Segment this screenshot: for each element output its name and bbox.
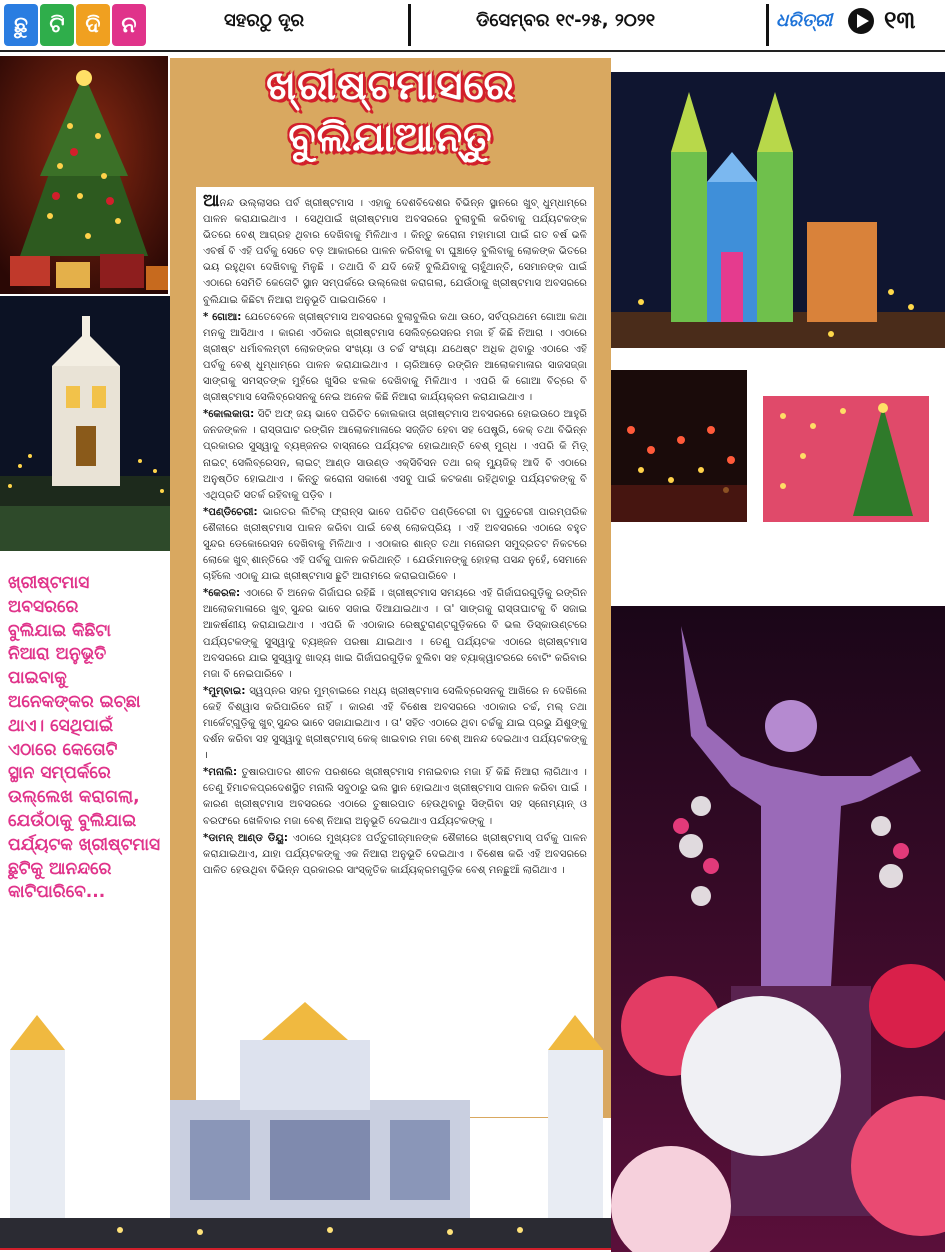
- quote-line: ଅନେକଙ୍କର ଇଚ୍ଛା: [8, 691, 141, 712]
- headline: [178, 60, 603, 164]
- page-number: ୧୩: [884, 6, 916, 34]
- section-heading: *କୋଲକାତା:: [203, 409, 255, 421]
- christmas-tree-photo: [0, 56, 168, 294]
- issue-date: ଡିସେମ୍ବର ୧୯-୨୫, ୨୦୨୧: [476, 10, 656, 31]
- section-heading: *ମୁମ୍ବାଇ:: [203, 685, 246, 697]
- article-section: [203, 765, 587, 829]
- quote-line: ପାଇବାକୁ: [8, 668, 67, 689]
- quote-line: ଛୁଟିକୁ ଆନନ୍ଦରେ: [8, 858, 112, 879]
- section-heading: * ଗୋଆ:: [203, 311, 242, 323]
- logo-letter: ଟି: [40, 4, 74, 46]
- section-text: ଭାରତର ଲିଟିଲ୍ ଫ୍ରାନ୍ସ ଭାବେ ପରିଚିତ ପଣ୍ଡିଚେରୀ ବା ପୁଡୁଚେରୀ ପାରମ୍ପରିକ ଶୈଳୀରେ ଖ୍ରୀଷ୍ଟମାସ ପାଳନ କରିବା ପାଇଁ ବେଶ୍ ଲୋକପ୍ରିୟ । ଏହି ଅବସରରେ ଏଠାରେ ବହୁତ ସୁନ୍ଦର ଡେକୋରେସନ ଦେଖିବାକୁ ମିଳିଥାଏ । ଏଠାକାର ଶାନ୍ତ ତଥା ମନୋରମ ସମୁଦ୍ରତଟ ନିକଟରେ ଲୋକେ ଖୁବ୍ ଶାନ୍ତିରେ ଏହି ପର୍ବକୁ ପାଳନ କରିଥାନ୍ତି । ଯେଉଁମାନଙ୍କୁ ହୋହଲା ପସନ୍ଦ ନୁହେଁ, ସେମାନେ ଚାହିଁଲେ ଏଠାକୁ ଯାଇ ଖ୍ରୀଷ୍ଟମାସ ଛୁଟି ଆରାମରେ କରାଇପାରିବେ ।: [203, 506, 587, 583]
- article-section: [203, 586, 587, 683]
- illuminated-cathedral-photo: [611, 72, 945, 348]
- section-text: ଏଠାରେ ମୁଖ୍ୟତଃ ପର୍ତ୍ତୁଗୀଜ୍‌ମାନଙ୍କ ଶୈଳୀରେ ଖ୍ରୀଷ୍ଟମାସ୍ ପର୍ବକୁ ପାଳନ କରାଯାଇଥାଏ, ଯାହା ପର୍ଯ୍ୟଟକଙ୍କୁ ଏକ ନିଆରା ଅନୁଭୂତି ଦେଇଥାଏ । ବିଶେଷ କରି ଏହି ଅବସରରେ ପାଳିତ ହେଉଥିବା ବିଭିନ୍ନ ପ୍ରକାରର ସାଂସ୍କୃତିକ କାର୍ଯ୍ୟକ୍ରମଗୁଡ଼ିକ ବେଶ୍ ମନଛୁଆଁ ଲାଗିଥାଏ ।: [203, 832, 587, 876]
- quote-line: ପର୍ଯ୍ୟଟକ ଖ୍ରୀଷ୍ଟମାସ: [8, 834, 161, 855]
- section-text: ତୁଷାରପାତର ଶୀତଳ ପରଶରେ ଖ୍ରୀଷ୍ଟମାସ ମନାଇବାର ମଜା ହିଁ କିଛି ନିଆରା ଲାଗିଥାଏ । ତେଣୁ ହିମାଚଳପ୍ରଦେଶସ୍ଥିତ ମନାଲି ସବୁଠାରୁ ଭଲ ସ୍ଥାନ ହୋଇଥାଏ ଖ୍ରୀଷ୍ଟମାସ ପାଳନ କରିବା ପାଇଁ । କାରଣ ଖ୍ରୀଷ୍ଟମାସ ଅବସରରେ ଏଠାରେ ତୁଷାରପାତ ହେଉଥିବାରୁ ସିଙ୍ଗିବା ସହ ସ୍ନୋମ୍ୟାନ୍ ଓ ବରଫରେ ଖେଳିବାର ମଜା ବେଶ୍ ନିଆରା ଅନୁଭୂତି ଦେଇଥାଏ ପର୍ଯ୍ୟଟକଙ୍କୁ ।: [203, 767, 587, 827]
- section-text: ସିଟି ଅଫ୍ ଜୟ ଭାବେ ପରିଚିତ କୋଲକାତା ଖ୍ରୀଷ୍ଟମାସ ଅବସରରେ ହୋଇଉଠେ ଆହୁରି ଜନଜଙ୍କଳ । ରାସ୍ତାଘାଟ ରଙ୍ଗିନ ଆଲୋକମାଳାରେ ସଜ୍ଜିତ ହେବା ସହ ପେଷ୍ଟ୍ରି, କେକ୍ ତଥା ବିଭିନ୍ନ ପ୍ରକାରର ସୁସ୍ୱାଦୁ ବ୍ୟଞ୍ଜନର ବାସ୍ନାରେ ପର୍ଯ୍ୟଟକ ହୋଇଥାନ୍ତି ବେଶ୍ ମୁଗ୍ଧ । ଏପରି କି ମିଡ଼୍ ନାଇଟ୍ ସେଲିବ୍ରେସନ, ଲାଇଟ୍ ଆଣ୍ଡ ସାଉଣ୍ଡ ଏକ୍ସିବିସନ ତଥା ରକ୍ ମ୍ୟୁଜିକ୍ ଆଦି ବି ଏଠାରେ ଅନୁଷ୍ଠିତ ହୋଇଥାଏ । କିନ୍ତୁ କରୋନା ସକାଶେ ଏସବୁ ପାଇଁ କଟକଣା ରହିଥିବାରୁ ପର୍ଯ୍ୟଟକଙ୍କୁ ବି ଏଥିପ୍ରତି ସତର୍କ ରହିବାକୁ ପଡ଼ିବ ।: [203, 409, 587, 501]
- section-text: ଯେତେବେଳେ ଖ୍ରୀଷ୍ଟମାସ ଅବସରରେ ବୁଲାବୁଲିର କଥା ଉଠେ, ସର୍ବପ୍ରଥମେ ଗୋଆ କଥା ମନକୁ ଆସିଥାଏ । କାରଣ ଏଠିକାର ଖ୍ରୀଷ୍ଟମାସ ସେଲିବ୍ରେସନର ମଜା ହିଁ କିଛି ନିଆରା । ଏଠାରେ ଖ୍ରୀଷ୍ଟ ଧର୍ମାବଲମ୍ବୀ ଲୋକଙ୍କର ସଂଖ୍ୟା ଓ ଚର୍ଚ୍ଚ ସଂଖ୍ୟା ଯଥେଷ୍ଟ ଅଧିକ ଥିବାରୁ ଏଠାରେ ଏହି ପର୍ବକୁ ବେଶ୍ ଧୁମ୍‌ଧାମ୍‌ରେ ପାଳନ କରାଯାଇଥାଏ । ଚାରିଆଡ଼େ ରଙ୍ଗିନ ଆଲୋକମାଳାର ସାଜସଜ୍ଜା ସାଙ୍ଗକୁ ସମସ୍ତଙ୍କ ମୁହଁରେ ଖୁସିର ଝଲକ ଦେଖିବାକୁ ମିଳିଥାଏ । ଏପରି କି ଗୋଆ ବିଚ୍‌ରେ ବି ଖ୍ରୀଷ୍ଟମାସ ସେଲିବ୍ରେସନକୁ ନେଇ ଅନେକ କିଛି ନିଆରା କାର୍ଯ୍ୟକ୍ରମ କରାଯାଇଥାଏ ।: [203, 311, 587, 404]
- section-heading: *ଡାମନ୍ ଆଣ୍ଡ ଡିୟୁ:: [203, 832, 288, 844]
- article-section: [203, 505, 587, 585]
- cathedral-building-photo: [0, 1000, 612, 1250]
- quote-line: ବୁଲିଯାଇ କିଛିଟା: [8, 620, 112, 641]
- article-section: [203, 310, 587, 407]
- logo-letter: ଦି: [76, 4, 110, 46]
- logo-letter: ନ: [112, 4, 146, 46]
- lights-reflection-photo: [611, 370, 747, 522]
- quote-line: ଥାଏ। ସେଥିପାଇଁ: [8, 715, 114, 736]
- sidebar-quote: [8, 572, 168, 905]
- article-section: [203, 684, 587, 764]
- quote-line: ଯେଉଁଠାକୁ ବୁଲିଯାଇ: [8, 810, 137, 831]
- section-text: ଏଠାରେ ବି ଅନେକ ଗିର୍ଜାଘର ରହିଛି । ଖ୍ରୀଷ୍ଟମାସ ସମୟରେ ଏହି ଗିର୍ଜାଘରଗୁଡ଼ିକୁ ରଙ୍ଗିନ ଆଲୋକମାଳାରେ ଖୁବ୍ ସୁନ୍ଦର ଭାବେ ସଜାଇ ଦିଆଯାଇଥାଏ । ତା' ସାଙ୍ଗକୁ ରାସ୍ତାଘାଟକୁ ବି ସଜାଇ ଆକର୍ଷଣୀୟ କରାଯାଇଥାଏ । ଏପରି କି ଏଠାକାର ରେଷ୍ଟୁରାଣ୍ଟଗୁଡ଼ିକରେ ବି ଭଲ ଡିସ୍‌କାଉଣ୍ଟରେ ପର୍ଯ୍ୟଟକଙ୍କୁ ସୁସ୍ୱାଦୁ ବ୍ୟଞ୍ଜନ ପରଷା ଯାଇଥାଏ । ତେଣୁ ପର୍ଯ୍ୟଟକ ଏଠାରେ ଖ୍ରୀଷ୍ଟମାସ ଅବସରରେ ଯାଇ ସୁସ୍ୱାଦୁ ଖାଦ୍ୟ ଖାଇ ଗିର୍ଜାଘରଗୁଡ଼ିକ ବୁଲିବା ସହ ବ୍ୟାକ୍‌ୱାଟରରେ ବୋଟିଂ କରିବାର ମଜା ବି ନେଇପାରିବେ ।: [203, 588, 587, 680]
- section-heading: *ମନାଲି:: [203, 767, 238, 779]
- section-text: ସ୍ୱପ୍ନର ସହର ମୁମ୍ବାଇରେ ମଧ୍ୟ ଖ୍ରୀଷ୍ଟମାସ ସେଲିବ୍ରେସନକୁ ଆଖିରେ ନ ଦେଖିଲେ କେହି ବିଶ୍ୱାସ କରିପାରିବେ ନାହିଁ । କାରଣ ଏହି ବିଶେଷ ଅବସରରେ ଏଠାକାର ଚର୍ଚ୍ଚ, ମଲ୍ ତଥା ମାର୍କେଟ୍‌ଗୁଡ଼ିକୁ ଖୁବ୍ ସୁନ୍ଦର ଭାବେ ସଜାଯାଇଥାଏ । ତା' ସହିତ ଏଠାରେ ଥିବା ଚର୍ଚ୍ଚକୁ ଯାଇ ପ୍ରଭୁ ଯିଶୁଙ୍କୁ ଦର୍ଶନ କରିବା ସହ ସୁସ୍ୱାଦୁ ଖ୍ରୀଷ୍ଟମାସ୍ କେକ୍ ଖାଇବାର ମଜା ବେଶ୍ ଆନନ୍ଦ ଦେଇଥାଏ ପର୍ଯ୍ୟଟକଙ୍କୁ ।: [203, 685, 587, 762]
- article-body: [196, 187, 594, 1117]
- section-title: ସହରଠୁ ଦୂର: [224, 10, 305, 31]
- quote-line: ଏଠାରେ କେତୋଟି: [8, 739, 118, 760]
- logo-letter: ଛୁ: [4, 4, 38, 46]
- headline-line: ଖ୍ରୀଷ୍ଟମାସରେ: [266, 63, 515, 109]
- header-divider: [766, 4, 769, 46]
- jesus-statue-photo: [611, 606, 945, 1252]
- decorated-street-tree-photo: [763, 396, 929, 522]
- quote-line: ଅବସରରେ: [8, 596, 79, 617]
- drop-cap: ଆ: [203, 191, 220, 211]
- headline-line: ବୁଲିଯାଆନ୍ତୁ: [288, 115, 493, 161]
- brand-name: ଧରିତ୍ରୀ: [776, 10, 833, 31]
- header-divider: [408, 4, 411, 46]
- quote-line: କାଟିପାରିବେ...: [8, 882, 106, 903]
- section-heading: *କେରଳ:: [203, 588, 241, 600]
- quote-line: ଖ୍ରୀଷ୍ଟମାସ: [8, 573, 90, 593]
- quote-line: ଉଲ୍ଲେଖ କରାଗଲା,: [8, 787, 140, 808]
- article-intro: [203, 193, 587, 309]
- intro-text: ନନ୍ଦ ଉଲ୍ଲାସର ପର୍ବ ଖ୍ରୀଷ୍ଟମାସ । ଏହାକୁ ଦେଶବିଦେଶର ବିଭିନ୍ନ ସ୍ଥାନରେ ଖୁବ୍ ଧୁମ୍‌ଧାମ୍‌ରେ ପାଳନ କରାଯାଇଥାଏ । ସେଥିପାଇଁ ଖ୍ରୀଷ୍ଟମାସ ଅବସରରେ ବୁଲାବୁଲି କରିବାକୁ ପର୍ଯ୍ୟଟକଙ୍କ ଭିତରେ ବେଶ୍ ଆଗ୍ରହ ଥିବାର ଦେଖିବାକୁ ମିଳିଥାଏ । କିନ୍ତୁ କରୋନା ମହାମାରୀ ପାଇଁ ଗତ ବର୍ଷ ଭଳି ଏବର୍ଷ ବି ଏହି ପର୍ବକୁ ସେତେ ବଡ଼ ଆକାରରେ ପାଳନ କରିବାକୁ ବା ଘୁଞ୍ଚାଡ଼େ ବୁଲିବାକୁ ଲୋକଙ୍କ ଭିତରେ ଭୟ ରହୁଥିବା ଦେଖିବାକୁ ମିଳୁଛି । ତଥାପି ବି ଯଦି କେହି ବୁଲିଯିବାକୁ ଚାହୁଁଥାନ୍ତି, ସେମାନଙ୍କ ପାଇଁ ଏଠାରେ ସେମିତି କେତୋଟି ସ୍ଥାନ ସମ୍ପର୍କରେ ଉଲ୍ଲେଖ କରାଗଲା, ଯେଉଁଠାକୁ ଖ୍ରୀଷ୍ଟମାସ ଅବସରରେ ବୁଲିଯାଇ କିଛିଟା ନିଆରା ଅନୁଭୂତି ପାଇପାରିବେ ।: [203, 198, 587, 306]
- masthead: [0, 0, 945, 52]
- section-heading: *ପଣ୍ଡିଚେରୀ:: [203, 506, 258, 518]
- goa-church-night-photo: [0, 296, 172, 551]
- article-section: [203, 831, 587, 879]
- play-icon: [848, 8, 874, 34]
- quote-line: ସ୍ଥାନ ସମ୍ପର୍କରେ: [8, 763, 111, 784]
- article-section: [203, 407, 587, 504]
- quote-line: ନିଆରା ଅନୁଭୂତି: [8, 644, 107, 665]
